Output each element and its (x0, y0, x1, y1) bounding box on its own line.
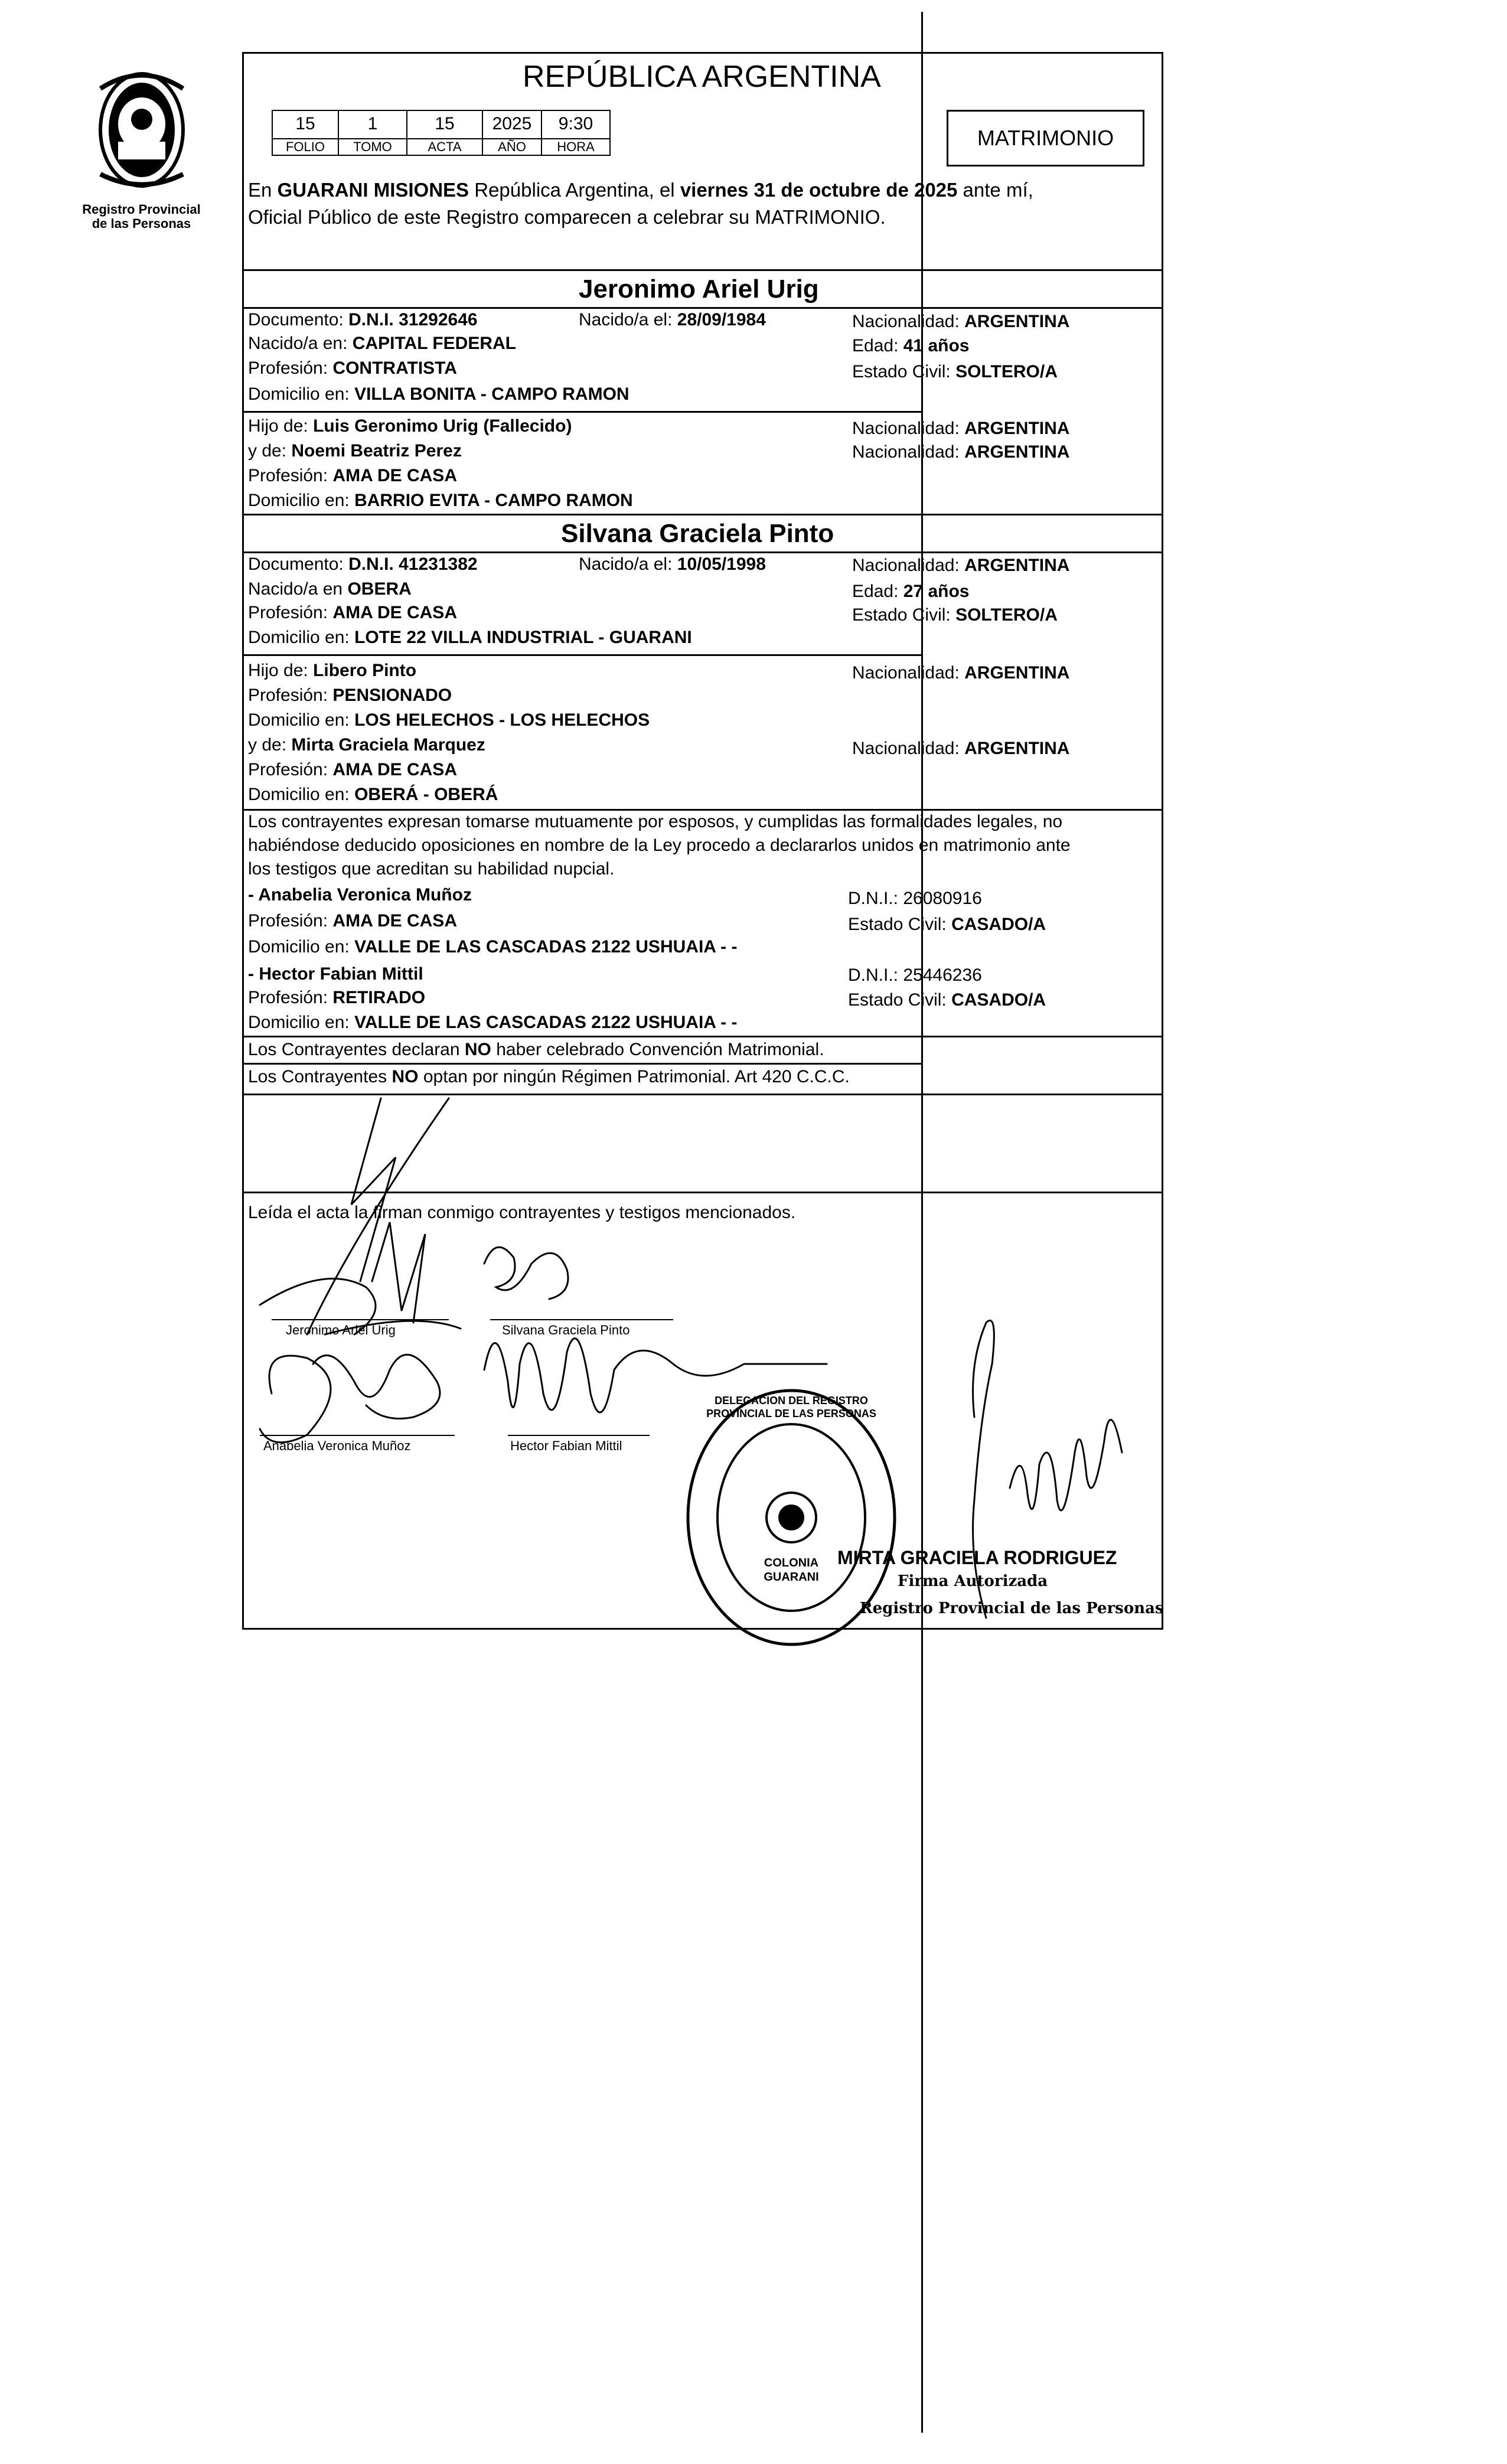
divider (242, 514, 1163, 515)
testigo-2-domicilio: Domicilio en: VALLE DE LAS CASCADAS 2122 USHUAIA - - (248, 1013, 738, 1032)
intro-line-1: En GUARANI MISIONES República Argentina, el viernes 31 de octubre de 2025 ante mí, (248, 179, 1033, 201)
c1-documento: Documento: D.N.I. 31292646 (248, 310, 478, 329)
folio-value: 15 (272, 110, 339, 139)
testigo-1-domicilio: Domicilio en: VALLE DE LAS CASCADAS 2122 USHUAIA - - (248, 937, 738, 957)
divider (242, 654, 921, 656)
c1-madre-nacionalidad: Nacionalidad: ARGENTINA (852, 442, 1070, 462)
oficial-name: MIRTA GRACIELA RODRIGUEZ (837, 1547, 1117, 1568)
contrayente-2-name: Silvana Graciela Pinto (561, 519, 834, 548)
anio-caption: AÑO (482, 138, 542, 156)
divider (242, 1036, 1163, 1037)
hora-value: 9:30 (541, 110, 611, 139)
c1-padre: Hijo de: Luis Geronimo Urig (Fallecido) (248, 416, 572, 436)
tomo-caption: TOMO (338, 138, 407, 156)
seal-inner-text: COLONIA GUARANI (764, 1556, 819, 1584)
testigo-1-name: - Anabelia Veronica Muñoz (248, 885, 472, 905)
acta-caption: ACTA (406, 138, 483, 156)
divider (242, 551, 1163, 553)
c1-profesion: Profesión: CONTRATISTA (248, 358, 457, 378)
folio-caption: FOLIO (272, 138, 339, 156)
lectura-line: Leída el acta la firman conmigo contrayentes y testigos mencionados. (248, 1203, 796, 1222)
testigo-2-dni: D.N.I.: 25446236 (848, 965, 982, 985)
logo-caption-2: de las Personas (92, 216, 191, 231)
declaracion-line-3: los testigos que acreditan su habilidad nupcial. (248, 859, 615, 879)
c2-madre-nacionalidad: Nacionalidad: ARGENTINA (852, 739, 1070, 758)
regimen-line: Los Contrayentes NO optan por ningún Régimen Patrimonial. Art 420 C.C.C. (248, 1067, 850, 1086)
c2-nacido-el: Nacido/a el: 10/05/1998 (579, 554, 766, 574)
acta-value: 15 (406, 110, 483, 139)
intro-line-2: Oficial Público de este Registro comparecen a celebrar su MATRIMONIO. (248, 206, 886, 228)
c2-nacionalidad: Nacionalidad: ARGENTINA (852, 556, 1070, 575)
firma-3-name: Anabelia Veronica Muñoz (263, 1438, 411, 1453)
testigo-1-estado: Estado Civil: CASADO/A (848, 915, 1046, 934)
declaracion-line-2: habiéndose deducido oposiciones en nombre de la Ley procedo a declararlos unidos en matrimonio ante (248, 836, 1071, 855)
c2-nacido-en: Nacido/a en OBERA (248, 579, 412, 599)
contrayente-1-name: Jeronimo Ariel Urig (579, 275, 819, 303)
c1-estado-civil: Estado Civil: SOLTERO/A (852, 362, 1058, 381)
c1-madre-profesion: Profesión: AMA DE CASA (248, 466, 457, 485)
anio-value: 2025 (482, 110, 542, 139)
tomo-value: 1 (338, 110, 407, 139)
c1-domicilio: Domicilio en: VILLA BONITA - CAMPO RAMON (248, 384, 629, 404)
testigo-2-name: - Hector Fabian Mittil (248, 964, 423, 984)
oficial-role: Firma Autorizada (898, 1572, 1048, 1590)
act-type: MATRIMONIO (977, 126, 1114, 150)
c2-madre-domicilio: Domicilio en: OBERÁ - OBERÁ (248, 785, 498, 804)
c1-nacido-el: Nacido/a el: 28/09/1984 (579, 310, 766, 329)
firma-1-name: Jeronimo Ariel Urig (286, 1323, 396, 1337)
c2-padre-profesion: Profesión: PENSIONADO (248, 686, 452, 705)
c2-domicilio: Domicilio en: LOTE 22 VILLA INDUSTRIAL - GUARANI (248, 628, 692, 647)
divider (242, 1063, 921, 1065)
act-type-box (947, 110, 1144, 167)
c1-edad: Edad: 41 años (852, 336, 970, 355)
registro-logo (83, 65, 201, 201)
testigo-2-estado: Estado Civil: CASADO/A (848, 990, 1046, 1010)
hora-caption: HORA (541, 138, 611, 156)
seal-outer-text: DELEGACION DEL REGISTRO PROVINCIAL DE LAS PERSONAS (706, 1395, 876, 1419)
c2-padre: Hijo de: Libero Pinto (248, 661, 417, 680)
c2-profesion: Profesión: AMA DE CASA (248, 603, 457, 622)
testigo-1-dni: D.N.I.: 26080916 (848, 889, 982, 908)
c2-padre-domicilio: Domicilio en: LOS HELECHOS - LOS HELECHOS (248, 710, 650, 730)
divider (242, 809, 1163, 811)
testigo-2-profesion: Profesión: RETIRADO (248, 988, 426, 1007)
c1-nacido-en: Nacido/a en: CAPITAL FEDERAL (248, 334, 517, 353)
convencion-line: Los Contrayentes declaran NO haber celebrado Convención Matrimonial. (248, 1040, 824, 1059)
testigo-1-profesion: Profesión: AMA DE CASA (248, 911, 457, 931)
oficial-office: Registro Provincial de las Personas (860, 1600, 1164, 1617)
page-title: REPÚBLICA ARGENTINA (523, 60, 881, 94)
declaracion-line-1: Los contrayentes expresan tomarse mutuamente por esposos, y cumplidas las formalidades legales, no (248, 812, 1063, 831)
c1-nacionalidad: Nacionalidad: ARGENTINA (852, 312, 1070, 331)
firma-4-name: Hector Fabian Mittil (510, 1438, 622, 1453)
c1-padre-nacionalidad: Nacionalidad: ARGENTINA (852, 419, 1070, 438)
c2-madre: y de: Mirta Graciela Marquez (248, 735, 485, 755)
c2-padre-nacionalidad: Nacionalidad: ARGENTINA (852, 663, 1070, 683)
c1-madre-domicilio: Domicilio en: BARRIO EVITA - CAMPO RAMON (248, 491, 633, 510)
misiones-shield-icon (83, 65, 201, 201)
divider (242, 411, 921, 413)
divider (242, 269, 1163, 271)
c2-madre-profesion: Profesión: AMA DE CASA (248, 760, 457, 779)
c2-documento: Documento: D.N.I. 41231382 (248, 554, 478, 574)
firma-2-name: Silvana Graciela Pinto (502, 1323, 630, 1337)
c1-madre: y de: Noemi Beatriz Perez (248, 441, 462, 461)
logo-caption-1: Registro Provincial (82, 202, 201, 217)
c2-edad: Edad: 27 años (852, 582, 970, 601)
divider (242, 307, 1163, 309)
c2-estado-civil: Estado Civil: SOLTERO/A (852, 605, 1058, 625)
